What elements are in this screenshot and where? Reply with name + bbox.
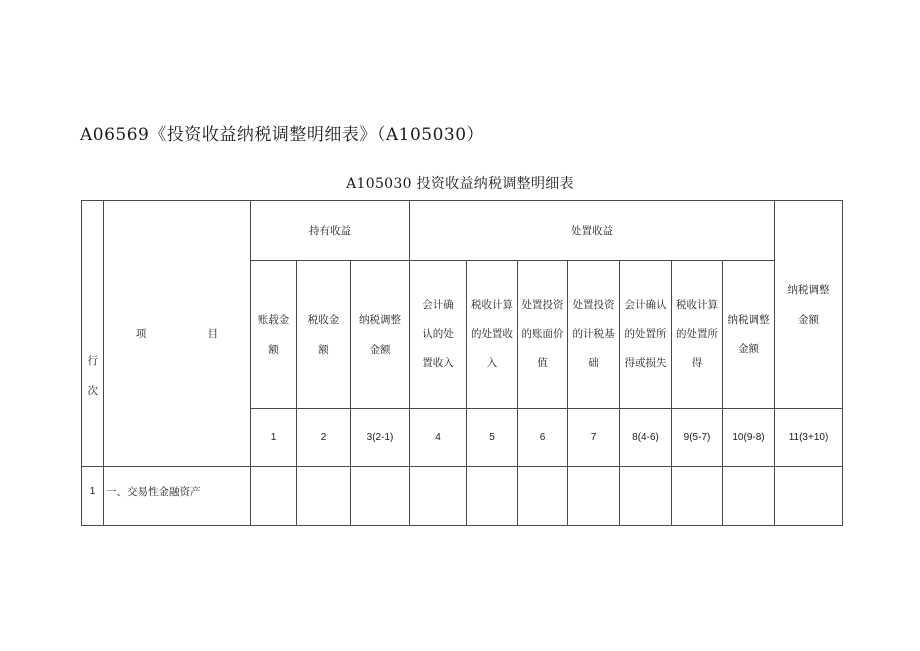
total-column-number: 11(3+10): [775, 409, 843, 467]
table-cell[interactable]: [568, 467, 620, 526]
row-item: 一、交易性金融资产: [104, 467, 251, 526]
group-header-holding: 持有收益: [251, 201, 410, 261]
column-label: 税收金额: [297, 261, 351, 409]
table-cell[interactable]: [467, 467, 518, 526]
column-label: 会计确认的处置所得或损失: [620, 261, 672, 409]
table-cell[interactable]: [518, 467, 568, 526]
column-label: 纳税调整金额: [351, 261, 410, 409]
column-number: 5: [467, 409, 518, 467]
column-number: 4: [410, 409, 467, 467]
column-label: 税收计算的处置所得: [672, 261, 723, 409]
column-number: 1: [251, 409, 297, 467]
table-cell[interactable]: [775, 467, 843, 526]
tax-adjust-total-header: 纳税调整金额: [775, 201, 843, 409]
table-cell[interactable]: [251, 467, 297, 526]
column-label: 会计确认的处置收入: [410, 261, 467, 409]
group-header-disposal: 处置收益: [410, 201, 775, 261]
row-index: 1: [82, 467, 104, 526]
column-number: 10(9-8): [723, 409, 775, 467]
table-title: A105030 投资收益纳税调整明细表: [346, 176, 574, 192]
table-cell[interactable]: [351, 467, 410, 526]
table-cell[interactable]: [410, 467, 467, 526]
column-label: 处置投资的账面价值: [518, 261, 568, 409]
document-heading: A06569《投资收益纳税调整明细表》（A105030）: [80, 125, 485, 145]
table-cell[interactable]: [723, 467, 775, 526]
column-number: 6: [518, 409, 568, 467]
column-number: 8(4-6): [620, 409, 672, 467]
adjustment-table: [81, 200, 843, 526]
table-cell[interactable]: [620, 467, 672, 526]
column-label: 税收计算的处置收入: [467, 261, 518, 409]
column-number: 2: [297, 409, 351, 467]
item-header: 项 目: [104, 201, 251, 467]
row-index-header: 行次: [82, 201, 104, 467]
table-row: [82, 467, 843, 526]
column-label: 纳税调整金额: [723, 261, 775, 409]
column-label: 处置投资的计税基础: [568, 261, 620, 409]
column-number: 7: [568, 409, 620, 467]
table-cell[interactable]: [672, 467, 723, 526]
column-number: 9(5-7): [672, 409, 723, 467]
column-number: 3(2-1): [351, 409, 410, 467]
table-cell[interactable]: [297, 467, 351, 526]
column-label: 账载金额: [251, 261, 297, 409]
